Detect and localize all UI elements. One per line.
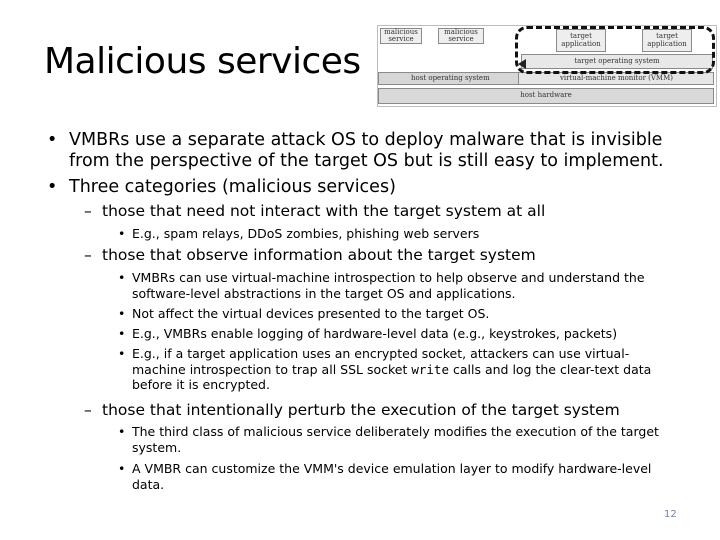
subsubbullet-text: E.g., spam relays, DDoS zombies, phishing web servers xyxy=(132,226,480,241)
page-number: 12 xyxy=(664,509,677,520)
subsubbullet-item xyxy=(118,306,680,322)
subbullet-item xyxy=(84,401,702,420)
dash-icon: – xyxy=(84,202,92,220)
bullet-dot-icon: • xyxy=(118,270,126,285)
host-os-box: host operating system xyxy=(378,72,714,85)
subbullet-text: those that intentionally perturb the execution of the target system xyxy=(102,401,620,419)
dash-icon: – xyxy=(84,401,92,419)
subsubbullet-text: E.g., VMBRs enable logging of hardware-level data (e.g., keystrokes, packets) xyxy=(132,326,618,341)
malicious-service-box-2: malicious service xyxy=(438,28,484,44)
subsubbullet-item xyxy=(118,461,680,492)
vmbr-architecture-diagram xyxy=(377,25,717,107)
target-application-box-1: target application xyxy=(556,29,606,52)
subsubbullet-item xyxy=(118,270,680,301)
subsubbullet-item xyxy=(118,326,680,342)
slide-title: Malicious services xyxy=(44,41,361,82)
subsubbullet-text-a: E.g., if a target application uses an encrypted socket, attackers can use virtual-machine introspection to trap all SSL socket xyxy=(132,346,630,377)
target-os-box: target operating system xyxy=(521,54,713,69)
malicious-service-box-1: malicious service xyxy=(380,28,422,44)
bullet-dot-icon: • xyxy=(47,130,58,150)
host-hardware-box: host hardware xyxy=(378,88,714,104)
subsubbullet-item xyxy=(118,424,680,455)
bullet-dot-icon: • xyxy=(118,326,126,341)
target-application-box-2: target application xyxy=(642,29,692,52)
bullet-dot-icon: • xyxy=(118,226,126,241)
subsubbullet-item xyxy=(118,346,680,393)
bullet-text: VMBRs use a separate attack OS to deploy malware that is invisible from the perspective of the target OS but is still easy to implement. xyxy=(69,130,664,171)
code-write: write xyxy=(411,361,449,377)
vmm-box: virtual-machine monitor (VMM) xyxy=(518,72,714,85)
subsubbullet-text: VMBRs can use virtual-machine introspection to help observe and understand the software-level abstractions in the target OS and applications. xyxy=(132,270,645,301)
bullet-text: Three categories (malicious services) xyxy=(69,177,396,197)
subbullet-item xyxy=(84,246,702,265)
subbullet-text: those that observe information about the target system xyxy=(102,246,536,264)
subbullet-text: those that need not interact with the target system at all xyxy=(102,202,546,220)
bullet-dot-icon: • xyxy=(47,177,58,197)
arrow-icon xyxy=(518,59,526,69)
bullet-item xyxy=(47,130,699,172)
bullet-dot-icon: • xyxy=(118,346,126,361)
subsubbullet-text-b: calls and log the clear-text data before it is encrypted. xyxy=(132,361,652,392)
bullet-item xyxy=(47,177,699,198)
subsubbullet-text: Not affect the virtual devices presented to the target OS. xyxy=(132,306,490,321)
subsubbullet-text: The third class of malicious service deliberately modifies the execution of the target system. xyxy=(132,424,659,455)
subsubbullet-item xyxy=(118,226,692,242)
subsubbullet-text: A VMBR can customize the VMM's device emulation layer to modify hardware-level data. xyxy=(132,461,652,492)
bullet-dot-icon: • xyxy=(118,461,126,476)
bullet-dot-icon: • xyxy=(118,306,126,321)
bullet-dot-icon: • xyxy=(118,424,126,439)
target-system-dashed-outline xyxy=(515,26,715,74)
dash-icon: – xyxy=(84,246,92,264)
subbullet-item xyxy=(84,202,702,221)
